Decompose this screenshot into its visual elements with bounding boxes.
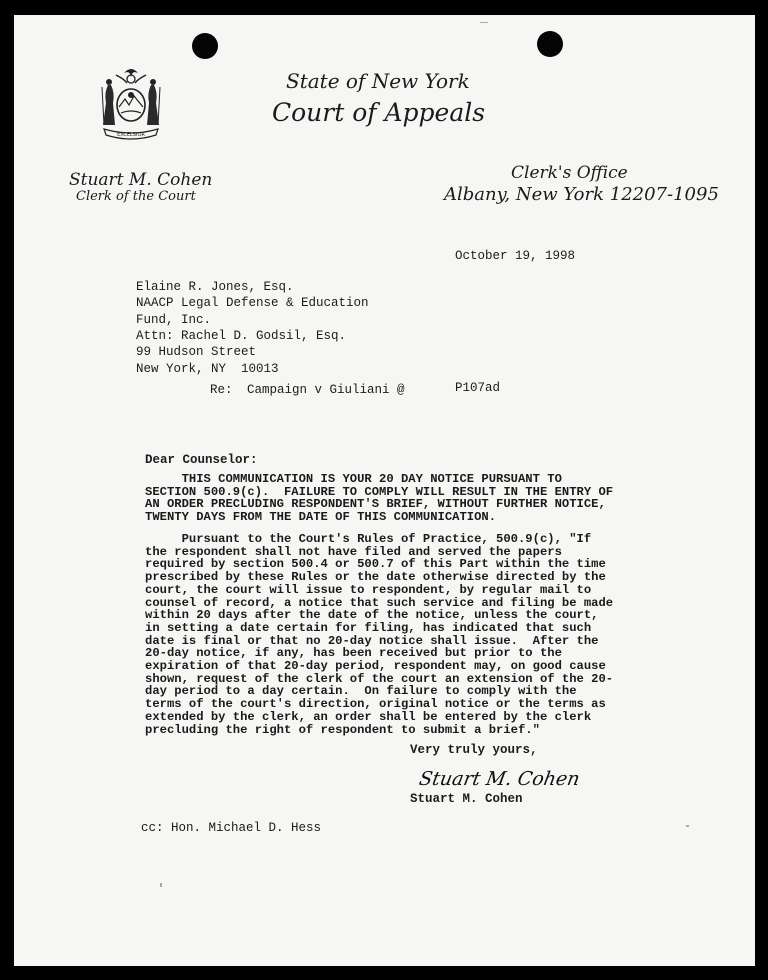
recipient-line: NAACP Legal Defense & Education bbox=[136, 296, 369, 310]
re-code: P107ad bbox=[455, 381, 501, 395]
rule-line: prescribed by these Rules or the date otherwise directed by the bbox=[145, 570, 606, 585]
recipient-line: 99 Hudson Street bbox=[136, 345, 257, 359]
notice-paragraph bbox=[145, 473, 613, 524]
rule-line: date is final or that no 20-day notice shall issue. After the bbox=[145, 633, 599, 648]
rule-line: precluding the right of respondent to submit a brief." bbox=[145, 722, 540, 737]
office-address: Albany, New York 12207-1095 bbox=[444, 184, 719, 205]
rule-line: required by section 500.4 or 500.7 of this Part within the time bbox=[145, 557, 606, 572]
court-heading: Court of Appeals bbox=[272, 98, 486, 127]
rule-line: shown, request of the clerk of the court an extension of the 20- bbox=[145, 671, 614, 686]
salutation: Dear Counselor: bbox=[145, 453, 258, 467]
rule-line: 20-day notice, if any, has been received but prior to the bbox=[145, 646, 562, 661]
recipient-line: New York, NY 10013 bbox=[136, 362, 279, 376]
notice-line: TWENTY DAYS FROM THE DATE OF THIS COMMUNICATION. bbox=[145, 510, 497, 525]
svg-text:EXCELSIOR: EXCELSIOR bbox=[117, 132, 145, 138]
signature-image bbox=[417, 759, 582, 795]
rule-line: within 20 days after the date of the notice, unless the court, bbox=[145, 608, 599, 623]
recipient-line: Elaine R. Jones, Esq. bbox=[136, 280, 294, 294]
scan-speck bbox=[160, 883, 162, 887]
signer-name: Stuart M. Cohen bbox=[410, 792, 523, 806]
rule-line: day period to a day certain. On failure to comply with the bbox=[145, 684, 577, 699]
recipient-line: Fund, Inc. bbox=[136, 313, 212, 327]
re-label: Re: bbox=[210, 383, 233, 397]
clerk-title: Clerk of the Court bbox=[76, 189, 196, 204]
notice-line: AN ORDER PRECLUDING RESPONDENT'S BRIEF, WITHOUT FURTHER NOTICE, bbox=[145, 497, 606, 512]
rule-line: counsel of record, a notice that such service and filing be made bbox=[145, 595, 614, 610]
notice-line: SECTION 500.9(c). FAILURE TO COMPLY WILL RESULT IN THE ENTRY OF bbox=[145, 484, 614, 499]
rule-line: in setting a date certain for filing, has indicated that such bbox=[145, 620, 592, 635]
rule-line: expiration of that 20-day period, respondent may, on good cause bbox=[145, 659, 606, 674]
punch-hole-left bbox=[192, 33, 218, 59]
recipient-line: Attn: Rachel D. Godsil, Esq. bbox=[136, 329, 347, 343]
rule-line: Pursuant to the Court's Rules of Practice, 500.9(c), "If bbox=[145, 532, 592, 546]
rule-line: extended by the clerk, an order shall be entered by the clerk bbox=[145, 709, 592, 724]
notice-line: THIS COMMUNICATION IS YOUR 20 DAY NOTICE PURSUANT TO bbox=[145, 472, 562, 486]
state-heading: State of New York bbox=[286, 69, 470, 93]
re-case: Campaign v Giuliani @ bbox=[247, 383, 405, 397]
scan-speck bbox=[480, 22, 488, 23]
rule-paragraph bbox=[145, 533, 613, 736]
svg-text:Stuart M. Cohen: Stuart M. Cohen bbox=[417, 767, 582, 790]
state-seal-icon bbox=[94, 65, 169, 147]
clerk-name: Stuart M. Cohen bbox=[69, 170, 213, 190]
rule-line: the respondent shall not have filed and served the papers bbox=[145, 544, 562, 559]
office-label: Clerk's Office bbox=[511, 163, 628, 183]
rule-line: court, the court will issue to respondent, by regular mail to bbox=[145, 582, 592, 597]
letter-page bbox=[14, 15, 755, 966]
closing: Very truly yours, bbox=[410, 743, 538, 757]
scan-speck bbox=[686, 825, 689, 827]
rule-line: terms of the court's direction, original notice or the terms as bbox=[145, 697, 606, 712]
cc-line: cc: Hon. Michael D. Hess bbox=[141, 821, 322, 835]
punch-hole-right bbox=[537, 31, 563, 57]
letter-date: October 19, 1998 bbox=[455, 249, 576, 263]
